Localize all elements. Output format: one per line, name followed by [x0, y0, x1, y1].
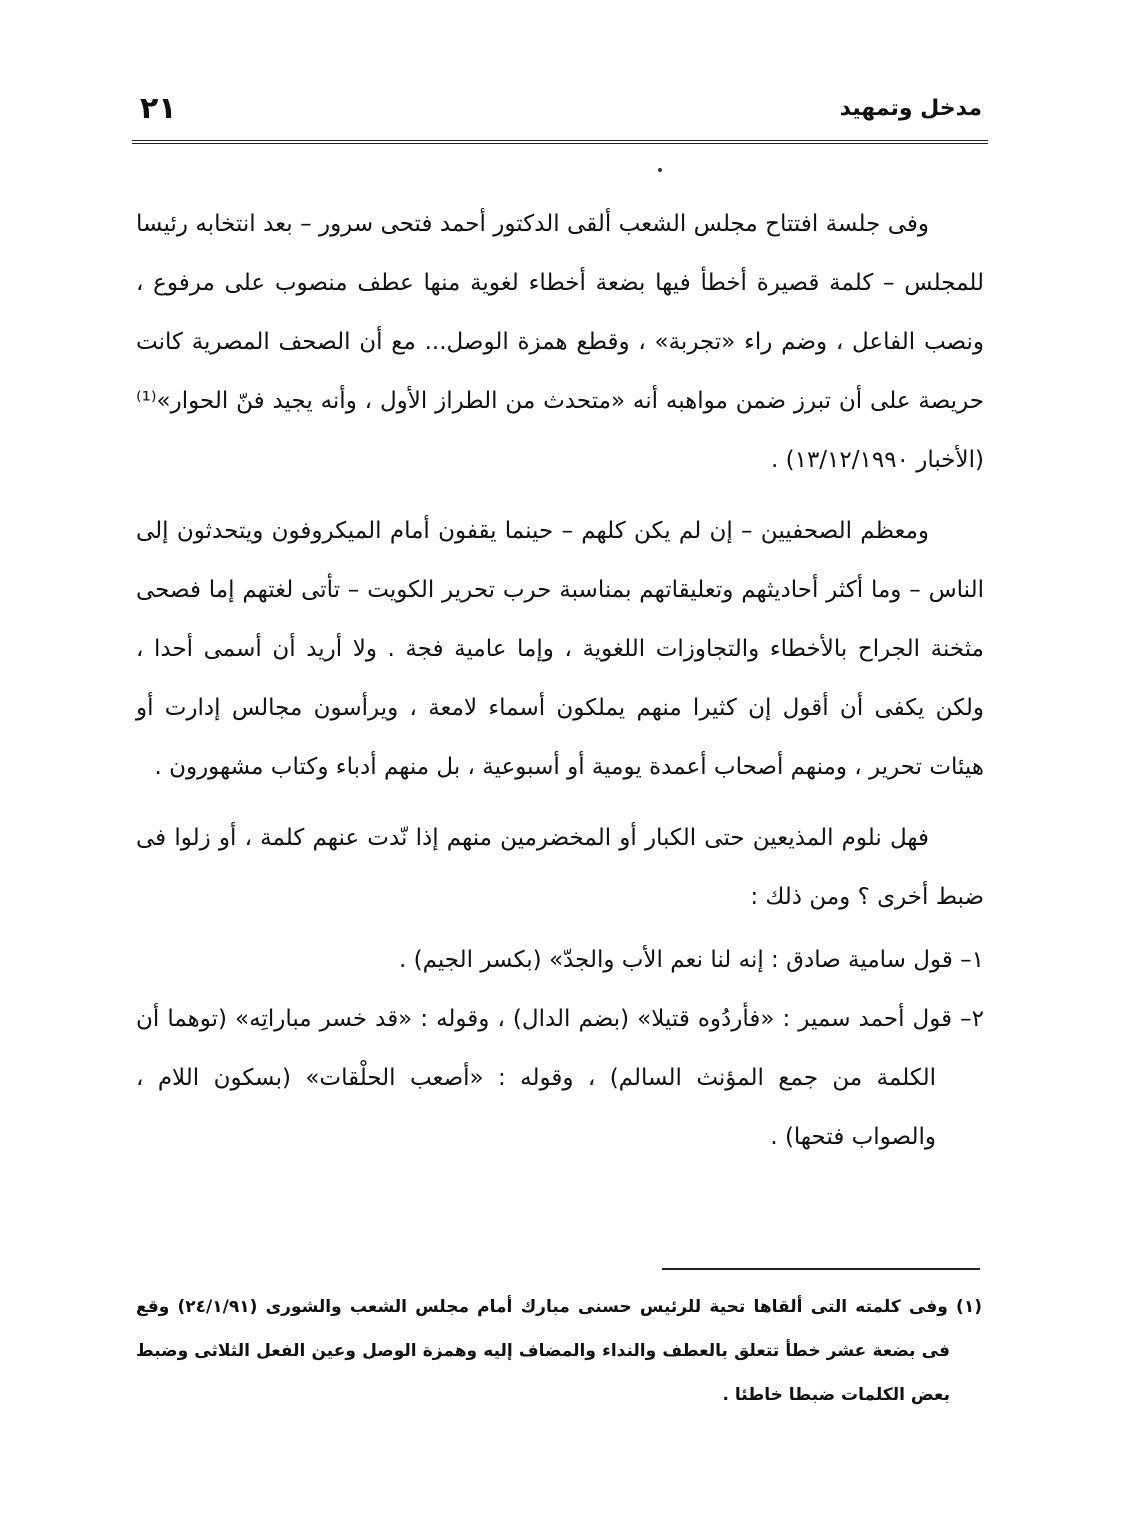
running-title: مدخل وتمهيد: [839, 95, 982, 121]
list-item-2: ٢– قول أحمد سمير : «فأردُوه قتيلا» (بضم الدال) ، وقوله : «قد خسر مباراتِه» (توهما أن الكلمة من جمع المؤنث السالم) ، وقوله : «أصعب الحلْقات» (بسكون اللام ، والصواب فتحها) .: [136, 1006, 984, 1150]
list-item-1: ١– قول سامية صادق : إنه لنا نعم الأب والجدّ» (بكسر الجيم) .: [398, 947, 984, 973]
footnote-text: (١) وفى كلمته التى ألقاها تحية للرئيس حسنى مبارك أمام مجلس الشعب والشورى (٢٤/١/٩١) وقع فى بضعة عشر خطأ تتعلق بالعطف والنداء والمضاف إليه وهمزة الوصل وعين الفعل الثلاثى وضبط بعض الكلمات ضبطا خاطئا .: [136, 1297, 982, 1405]
page-number: ٢١: [140, 90, 177, 126]
footnote-rule: [662, 1268, 980, 1270]
paragraph-1: وفى جلسة افتتاح مجلس الشعب ألقى الدكتور أحمد فتحى سرور – بعد انتخابه رئيسا للمجلس – كلمة قصيرة أخطأ فيها بضعة أخطاء لغوية منها عطف منصوب على مرفوع ، ونصب الفاعل ، وضم راء «تجربة» ، وقطع همزة الوصل... مع أن الصحف المصرية كانت حريصة على أن تبرز ضمن مواهبه أنه «متحدث من الطراز الأول ، وأنه يجيد فنّ الحوار»⁽¹⁾ (الأخبار ١٣/١٢/١٩٩٠) .: [136, 211, 984, 473]
paragraph-2: ومعظم الصحفيين – إن لم يكن كلهم – حينما يقفون أمام الميكروفون ويتحدثون إلى الناس – وما أكثر أحاديثهم وتعليقاتهم بمناسبة حرب تحرير الكويت – تأتى لغتهم إما فصحى مثخنة الجراح بالأخطاء والتجاوزات اللغوية ، وإما عامية فجة . ولا أريد أن أسمى أحدا ، ولكن يكفى أن أقول إن كثيرا منهم يملكون أسماء لامعة ، ويرأسون مجالس إدارت أو هيئات تحرير ، ومنهم أصحاب أعمدة يومية أو أسبوعية ، بل منهم أدباء وكتاب مشهورون .: [136, 518, 984, 780]
running-header: [140, 88, 982, 128]
footnote: [136, 1285, 982, 1417]
header-rule: [132, 140, 988, 144]
print-speck: [658, 168, 662, 172]
paragraph-3: فهل نلوم المذيعين حتى الكبار أو المخضرمين منهم إذا نّدت عنهم كلمة ، أو زلوا فى ضبط أخرى ؟ ومن ذلك :: [136, 825, 984, 910]
body-text: [136, 195, 984, 1167]
